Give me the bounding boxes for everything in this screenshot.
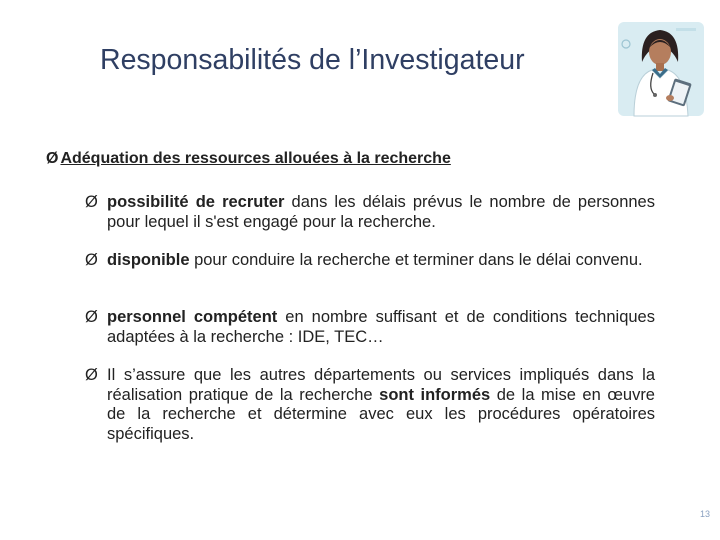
bullet-bold: sont informés [379, 385, 491, 404]
bullet-item-departments [85, 366, 655, 444]
bullet-pre: Il s’assure que les autres départements ou services impliqués dans la réalisation pratique de la recherche [107, 366, 655, 404]
slide-title: Responsabilités de l’Investigateur [100, 44, 525, 76]
heading-text: Adéquation des ressources allouées à la recherche [60, 150, 451, 167]
bullet-item-availability [85, 251, 655, 271]
bullet-item-staff [85, 308, 655, 347]
bullet-rest: en nombre suffisant et de conditions techniques adaptées à la recherche : IDE, TEC… [107, 308, 655, 346]
arrow-bullet-icon: Ø [46, 150, 59, 167]
bullet-bold: personnel compétent [107, 308, 278, 326]
bullet-rest: dans les délais prévus le nombre de personnes pour lequel il s'est engagé pour la recherche. [107, 193, 655, 231]
arrow-bullet-icon: Ø [85, 366, 98, 384]
arrow-bullet-icon: Ø [85, 193, 98, 211]
bullet-bold: possibilité de recruter [107, 193, 285, 211]
page-number: 13 [699, 509, 710, 519]
bullet-text [107, 193, 655, 232]
bullet-item-recruitment [85, 193, 655, 232]
bullet-text [107, 251, 655, 271]
bullet-rest: pour conduire la recherche et terminer dans le délai convenu. [189, 251, 643, 269]
bullet-bold: disponible [107, 251, 190, 269]
section-heading [46, 150, 451, 168]
bullet-text [107, 308, 655, 347]
bullet-rest: de la mise en œuvre de la recherche et détermine avec eux les procédures opératoires spécifiques. [107, 385, 655, 443]
doctor-with-clipboard-icon [612, 18, 708, 118]
bullet-text [107, 366, 655, 444]
arrow-bullet-icon: Ø [85, 308, 98, 326]
arrow-bullet-icon: Ø [85, 251, 98, 269]
